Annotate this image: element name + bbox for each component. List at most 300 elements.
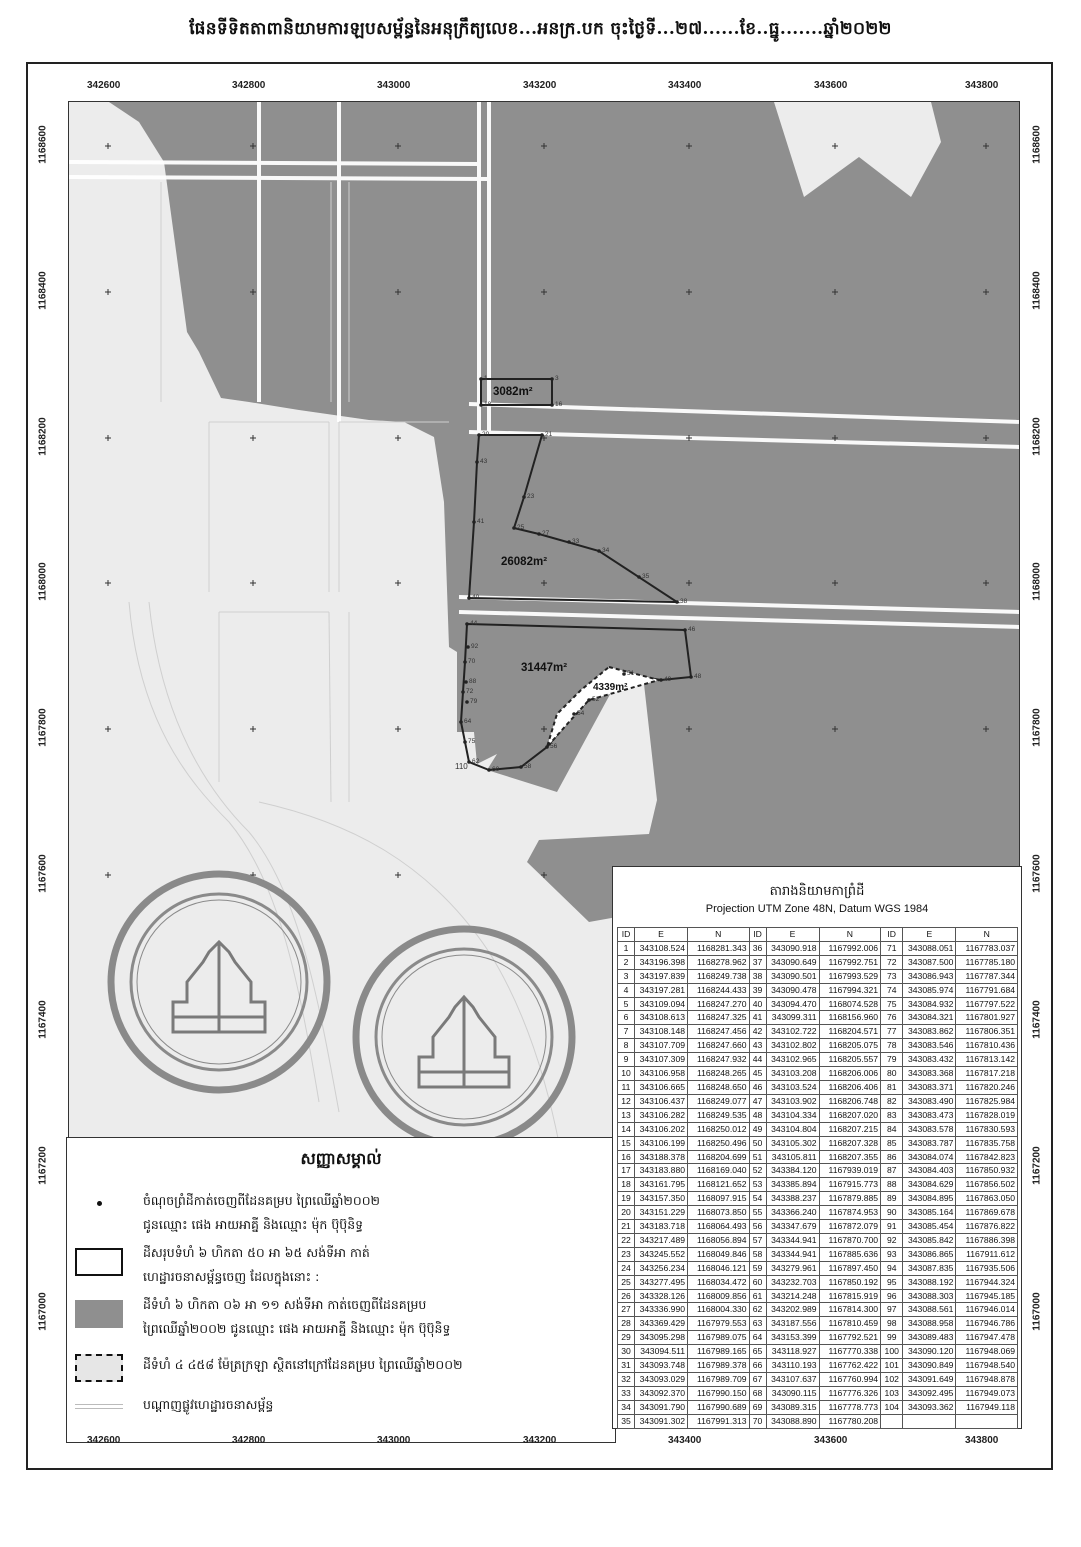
coordinate-table-cell: 343151.229 xyxy=(634,1206,687,1220)
coordinate-table-cell: 1167801.927 xyxy=(956,1011,1018,1025)
coordinate-table-cell: 25 xyxy=(618,1275,635,1289)
coordinate-table-cell: 343083.490 xyxy=(903,1094,956,1108)
coordinate-table-cell: 1167770.338 xyxy=(819,1345,881,1359)
coordinate-table-cell: 87 xyxy=(881,1164,903,1178)
coordinate-table-cell: 1168278.962 xyxy=(688,955,750,969)
coordinate-table-cell: 42 xyxy=(749,1025,766,1039)
coordinate-table-cell: 1167830.593 xyxy=(956,1122,1018,1136)
coordinate-table-cell: 83 xyxy=(881,1108,903,1122)
coordinate-table-cell: 53 xyxy=(749,1178,766,1192)
boundary-point xyxy=(522,495,526,499)
coordinate-table-row xyxy=(618,1080,1018,1094)
coordinate-table-header-cell: E xyxy=(903,928,956,942)
coordinate-table-cell: 1167989.075 xyxy=(688,1331,750,1345)
coordinate-table-cell: 343232.703 xyxy=(766,1275,819,1289)
coordinate-table-cell: 94 xyxy=(881,1261,903,1275)
coordinate-table-cell: 1167879.885 xyxy=(819,1192,881,1206)
coordinate-table-cell: 343084.321 xyxy=(903,1011,956,1025)
coordinate-table-cell: 343105.811 xyxy=(766,1150,819,1164)
coordinate-table-cell: 23 xyxy=(618,1247,635,1261)
coordinate-table-row xyxy=(618,1359,1018,1373)
point-label: 79 xyxy=(470,698,478,705)
coordinate-table-cell: 343092.495 xyxy=(903,1386,956,1400)
coordinate-table-cell: 44 xyxy=(749,1053,766,1067)
coordinate-table-cell: 75 xyxy=(881,997,903,1011)
coordinate-table-cell: 343388.237 xyxy=(766,1192,819,1206)
coordinate-table-row xyxy=(618,1303,1018,1317)
point-label: 58 xyxy=(524,763,532,770)
coordinate-table-cell: 12 xyxy=(618,1094,635,1108)
coordinate-table-cell: 343366.240 xyxy=(766,1206,819,1220)
coordinate-table-cell: 343094.470 xyxy=(766,997,819,1011)
coordinate-table-cell: 343108.524 xyxy=(634,941,687,955)
coordinate-table-cell: 45 xyxy=(749,1067,766,1081)
point-label: 60 xyxy=(492,766,500,773)
coordinate-table-cell: 62 xyxy=(749,1303,766,1317)
coordinate-table-cell: 43 xyxy=(749,1039,766,1053)
coordinate-table-row xyxy=(618,1150,1018,1164)
coordinate-table-cell: 343083.578 xyxy=(903,1122,956,1136)
y-tick-label: 1167400 xyxy=(37,1000,49,1039)
coordinate-table-cell: 343277.495 xyxy=(634,1275,687,1289)
coordinate-table-cell: 46 xyxy=(749,1080,766,1094)
coordinate-table-cell: 1167991.313 xyxy=(688,1414,750,1428)
point-label: 34 xyxy=(602,547,610,554)
coordinate-table-row xyxy=(618,969,1018,983)
boundary-point xyxy=(540,433,544,437)
x-tick-label: 342600 xyxy=(87,80,121,91)
coordinate-table-cell: 343083.371 xyxy=(903,1080,956,1094)
coordinate-table-row xyxy=(618,1122,1018,1136)
point-label-110: 110 xyxy=(455,762,468,771)
coordinate-table-row xyxy=(618,1275,1018,1289)
coordinate-table-row xyxy=(618,1400,1018,1414)
coordinate-table-cell: 58 xyxy=(749,1247,766,1261)
point-label: 1 xyxy=(484,375,488,382)
boundary-point xyxy=(461,690,465,694)
coordinate-table-cell: 343245.552 xyxy=(634,1247,687,1261)
boundary-point xyxy=(475,460,479,464)
coordinate-table-cell: 1168249.738 xyxy=(688,969,750,983)
boundary-point xyxy=(597,549,601,553)
legend-text: បណ្ដាញផ្លូវហេដ្ឋារចនាសម្ព័ន្ធ xyxy=(143,1397,274,1412)
coordinate-table-header-cell: E xyxy=(766,928,819,942)
coordinate-table-cell: 60 xyxy=(749,1275,766,1289)
coordinate-table-cell: 1167990.689 xyxy=(688,1400,750,1414)
coordinate-table-row xyxy=(618,1164,1018,1178)
coordinate-table-cell: 343089.483 xyxy=(903,1331,956,1345)
coordinate-table-cell: 343083.862 xyxy=(903,1025,956,1039)
coordinate-table-cell: 343183.880 xyxy=(634,1164,687,1178)
coordinate-table-cell: 1168064.493 xyxy=(688,1220,750,1234)
point-label: 27 xyxy=(542,530,550,537)
coordinate-table-cell: 1167949.118 xyxy=(956,1400,1018,1414)
coordinate-table-row xyxy=(618,1053,1018,1067)
point-label: 16 xyxy=(555,401,563,408)
coordinate-table-cell: 1167947.478 xyxy=(956,1331,1018,1345)
legend-text: ព្រៃឈើឆ្នាំ២០០២ ជូនឈ្មោះ ផេង អាយអាគ្នី និងឈ្មោះ ម៉ុក ប៊ុប៊ុនិទ្ធ xyxy=(143,1321,451,1336)
coordinate-table-cell: 343084.403 xyxy=(903,1164,956,1178)
y-tick-label: 1168000 xyxy=(1031,562,1043,601)
coordinate-table-cell: 1167979.553 xyxy=(688,1317,750,1331)
coordinate-table-cell: 343088.192 xyxy=(903,1275,956,1289)
coordinate-table-cell: 343347.679 xyxy=(766,1220,819,1234)
coordinate-table-row xyxy=(618,997,1018,1011)
coordinate-table-cell: 343106.665 xyxy=(634,1080,687,1094)
y-tick-label: 1168600 xyxy=(1031,125,1043,164)
y-tick-label: 1167200 xyxy=(37,1146,49,1185)
coordinate-table-cell: 343106.202 xyxy=(634,1122,687,1136)
coordinate-table-cell: 80 xyxy=(881,1067,903,1081)
coordinate-table-cell: 343106.958 xyxy=(634,1067,687,1081)
coordinate-table-header-cell: N xyxy=(956,928,1018,942)
coordinate-table-cell: 1167815.919 xyxy=(819,1289,881,1303)
coordinate-table-cell: 343344.941 xyxy=(766,1233,819,1247)
coordinate-table-cell: 70 xyxy=(749,1414,766,1428)
area-label-lower: 31447m² xyxy=(521,662,568,674)
legend-text: ដីសរុបទំហំ ៦ ហិកតា ៥០ អា ៦៥ សង់ទីអា កាត់ xyxy=(143,1245,370,1260)
coordinate-table-cell: 1167994.321 xyxy=(819,983,881,997)
coordinate-table-cell: 1168204.699 xyxy=(688,1150,750,1164)
coordinate-table-cell: 1168046.121 xyxy=(688,1261,750,1275)
coordinate-table-cell: 343336.990 xyxy=(634,1303,687,1317)
coordinate-table-cell: 1168073.850 xyxy=(688,1206,750,1220)
coordinate-table-cell: 343106.437 xyxy=(634,1094,687,1108)
coordinate-table-cell: 18 xyxy=(618,1178,635,1192)
point-label: 35 xyxy=(642,573,650,580)
coordinate-table-cell: 64 xyxy=(749,1331,766,1345)
coordinate-table-cell: 1167946.014 xyxy=(956,1303,1018,1317)
coordinate-table-cell: 343083.546 xyxy=(903,1039,956,1053)
boundary-point xyxy=(463,740,467,744)
point-label: 40 xyxy=(472,594,480,601)
coordinate-table-cell: 343328.126 xyxy=(634,1289,687,1303)
coordinate-table-cell: 1168056.894 xyxy=(688,1233,750,1247)
coordinate-table-cell: 30 xyxy=(618,1345,635,1359)
coordinate-table-cell: 1167915.773 xyxy=(819,1178,881,1192)
coordinate-table-cell: 17 xyxy=(618,1164,635,1178)
boundary-point xyxy=(487,768,491,772)
boundary-point xyxy=(567,540,571,544)
coordinate-table-cell: 343094.511 xyxy=(634,1345,687,1359)
coordinate-table-cell: 1167791.684 xyxy=(956,983,1018,997)
boundary-point xyxy=(550,377,554,381)
coordinate-table-cell: 1168250.012 xyxy=(688,1122,750,1136)
point-label: 70 xyxy=(468,658,476,665)
boundary-point-icon xyxy=(75,1192,123,1216)
y-tick-label: 1167800 xyxy=(1031,708,1043,747)
coordinate-table-cell: 1167792.521 xyxy=(819,1331,881,1345)
coordinate-table-cell: 1168074.528 xyxy=(819,997,881,1011)
coordinate-table-row xyxy=(618,1386,1018,1400)
coordinate-table-cell: 1168247.325 xyxy=(688,1011,750,1025)
coordinate-table-cell: 1167948.540 xyxy=(956,1359,1018,1373)
coordinate-table-cell: 343093.748 xyxy=(634,1359,687,1373)
point-label: 3 xyxy=(555,375,559,382)
coordinate-table-cell: 343103.524 xyxy=(766,1080,819,1094)
y-tick-label: 1168000 xyxy=(37,562,49,601)
coordinate-table-cell: 343161.795 xyxy=(634,1178,687,1192)
coordinate-table-cell: 1167911.612 xyxy=(956,1247,1018,1261)
coordinate-table-cell: 56 xyxy=(749,1220,766,1234)
x-tick-label: 343000 xyxy=(377,80,411,91)
y-tick-label: 1168400 xyxy=(1031,271,1043,310)
coordinate-table-cell: 39 xyxy=(749,983,766,997)
y-tick-label: 1167200 xyxy=(1031,1146,1043,1185)
coordinate-table-row xyxy=(618,1220,1018,1234)
coordinate-table-cell: 1168248.265 xyxy=(688,1067,750,1081)
coordinate-table-cell: 343092.370 xyxy=(634,1386,687,1400)
coordinate-table-cell: 343095.298 xyxy=(634,1331,687,1345)
coordinate-table-cell: 55 xyxy=(749,1206,766,1220)
coordinate-table-cell: 343091.302 xyxy=(634,1414,687,1428)
coordinate-table-cell xyxy=(881,1414,903,1428)
coordinate-table-cell: 343197.281 xyxy=(634,983,687,997)
coordinate-table-cell: 1168249.535 xyxy=(688,1108,750,1122)
boundary-point xyxy=(689,675,693,679)
boundary-point xyxy=(465,700,469,704)
coordinate-table-cell: 29 xyxy=(618,1331,635,1345)
coordinate-table-cell: 1167992.751 xyxy=(819,955,881,969)
coordinate-table-cell: 343183.718 xyxy=(634,1220,687,1234)
boundary-point xyxy=(545,745,549,749)
coordinate-table-cell: 343088.890 xyxy=(766,1414,819,1428)
coordinate-table-cell: 84 xyxy=(881,1122,903,1136)
coordinate-table-cell: 343102.965 xyxy=(766,1053,819,1067)
x-tick-label: 343800 xyxy=(965,1435,999,1446)
coordinate-table-cell: 343188.378 xyxy=(634,1150,687,1164)
boundary-point xyxy=(465,622,469,626)
coordinate-table-cell: 1168247.270 xyxy=(688,997,750,1011)
coordinate-table-cell: 343085.164 xyxy=(903,1206,956,1220)
coordinate-table-cell: 343106.199 xyxy=(634,1136,687,1150)
coordinate-table-cell: 1167856.502 xyxy=(956,1178,1018,1192)
coordinate-table-cell: 1167814.300 xyxy=(819,1303,881,1317)
coordinate-table-cell: 1167870.700 xyxy=(819,1233,881,1247)
y-tick-label: 1167000 xyxy=(37,1292,49,1331)
coordinate-table-cell: 1168248.650 xyxy=(688,1080,750,1094)
coordinate-table-cell: 72 xyxy=(881,955,903,969)
coordinate-table-cell: 50 xyxy=(749,1136,766,1150)
coordinate-table-row xyxy=(618,1233,1018,1247)
coordinate-table-header-cell: ID xyxy=(749,928,766,942)
point-label: 33 xyxy=(572,538,580,545)
boundary-point xyxy=(467,596,471,600)
coordinate-table-cell: 98 xyxy=(881,1317,903,1331)
point-label: 64 xyxy=(464,718,472,725)
coordinate-table-cell: 343153.399 xyxy=(766,1331,819,1345)
coordinate-table-cell: 343102.722 xyxy=(766,1025,819,1039)
coordinate-table-cell: 1167989.378 xyxy=(688,1359,750,1373)
coordinate-table-cell: 93 xyxy=(881,1247,903,1261)
boundary-point xyxy=(572,712,576,716)
coordinate-table-cell: 343084.629 xyxy=(903,1178,956,1192)
coordinate-table-cell: 1168247.456 xyxy=(688,1025,750,1039)
coordinate-table-cell: 1168049.846 xyxy=(688,1247,750,1261)
coordinate-table-row xyxy=(618,1178,1018,1192)
x-tick-label: 342800 xyxy=(232,1435,266,1446)
boundary-point xyxy=(464,680,468,684)
coordinate-table-cell: 343109.094 xyxy=(634,997,687,1011)
coordinate-table-cell: 97 xyxy=(881,1303,903,1317)
point-label: 43 xyxy=(480,458,488,465)
coordinate-table-cell: 343084.895 xyxy=(903,1192,956,1206)
coordinate-table-cell: 5 xyxy=(618,997,635,1011)
coordinate-table-cell: 35 xyxy=(618,1414,635,1428)
coordinate-table-subtitle: Projection UTM Zone 48N, Datum WGS 1984 xyxy=(705,903,929,915)
coordinate-table-cell: 343083.368 xyxy=(903,1067,956,1081)
coordinate-table-cell: 1168206.406 xyxy=(819,1080,881,1094)
boundary-point xyxy=(477,433,481,437)
coordinate-table-row xyxy=(618,941,1018,955)
coordinate-table-cell: 343083.473 xyxy=(903,1108,956,1122)
coordinate-table-cell: 1167778.773 xyxy=(819,1400,881,1414)
coordinate-table-cell: 343087.835 xyxy=(903,1261,956,1275)
coordinate-table-cell: 343090.478 xyxy=(766,983,819,997)
coordinate-table-cell: 1168281.343 xyxy=(688,941,750,955)
area-label-top: 3082m² xyxy=(493,386,533,398)
coordinate-table-cell: 4 xyxy=(618,983,635,997)
seal-left xyxy=(111,874,327,1090)
coordinate-table-cell: 89 xyxy=(881,1192,903,1206)
coordinate-table-header-cell: N xyxy=(688,928,750,942)
coordinate-table-cell: 343093.029 xyxy=(634,1373,687,1387)
coordinate-table-header-cell: E xyxy=(634,928,687,942)
coordinate-table-cell xyxy=(956,1414,1018,1428)
coordinate-table-cell: 81 xyxy=(881,1080,903,1094)
coordinate-table-cell: 78 xyxy=(881,1039,903,1053)
coordinate-table-cell: 1167810.459 xyxy=(819,1317,881,1331)
y-tick-label: 1167400 xyxy=(1031,1000,1043,1039)
coordinate-table-cell: 10 xyxy=(618,1067,635,1081)
coordinate-table-cell: 343090.649 xyxy=(766,955,819,969)
coordinate-table-cell: 343108.613 xyxy=(634,1011,687,1025)
coordinate-table-cell: 1168207.328 xyxy=(819,1136,881,1150)
coordinate-table-cell: 343088.561 xyxy=(903,1303,956,1317)
coordinate-table-cell: 11 xyxy=(618,1080,635,1094)
road-line-icon xyxy=(75,1396,123,1420)
coordinate-table-cell: 77 xyxy=(881,1025,903,1039)
coordinate-table-cell: 343103.902 xyxy=(766,1094,819,1108)
boundary-point xyxy=(519,765,523,769)
coordinate-table-cell: 79 xyxy=(881,1053,903,1067)
point-label: 38 xyxy=(680,598,688,605)
coordinate-table-cell: 1168247.932 xyxy=(688,1053,750,1067)
coordinate-table-cell: 343090.849 xyxy=(903,1359,956,1373)
legend-text: ហេដ្ឋារចនាសម្ព័ន្ធចេញ ដែលក្នុងនោះ : xyxy=(143,1269,320,1284)
coordinate-table-cell: 343102.802 xyxy=(766,1039,819,1053)
x-tick-label: 343600 xyxy=(814,80,848,91)
point-label: 52 xyxy=(592,696,600,703)
boundary-point xyxy=(459,720,463,724)
coordinate-table-cell: 1167863.050 xyxy=(956,1192,1018,1206)
coordinate-table-cell: 1167944.324 xyxy=(956,1275,1018,1289)
coordinate-table-cell: 52 xyxy=(749,1164,766,1178)
coordinate-table-cell: 1168205.557 xyxy=(819,1053,881,1067)
point-label: 46 xyxy=(688,626,696,633)
coordinate-table-cell: 1168207.355 xyxy=(819,1150,881,1164)
boundary-point xyxy=(637,575,641,579)
coordinate-table-cell: 61 xyxy=(749,1289,766,1303)
coordinate-table-cell: 343103.208 xyxy=(766,1067,819,1081)
point-label: 54 xyxy=(577,710,585,717)
coordinate-table-cell: 343196.398 xyxy=(634,955,687,969)
coordinate-table-cell: 69 xyxy=(749,1400,766,1414)
coordinate-table-cell: 343087.500 xyxy=(903,955,956,969)
coordinate-table-cell: 1168207.215 xyxy=(819,1122,881,1136)
coordinate-table-cell: 1167869.678 xyxy=(956,1206,1018,1220)
coordinate-table-cell: 1167787.344 xyxy=(956,969,1018,983)
coordinate-table-cell: 1167990.150 xyxy=(688,1386,750,1400)
outline-box-icon xyxy=(75,1248,123,1276)
coordinate-table-cell: 33 xyxy=(618,1386,635,1400)
boundary-point xyxy=(512,526,516,530)
point-label: 20 xyxy=(482,431,490,438)
coordinate-table-cell: 343083.432 xyxy=(903,1053,956,1067)
x-tick-label: 343200 xyxy=(523,80,557,91)
coordinate-table-cell: 343214.248 xyxy=(766,1289,819,1303)
coordinate-table-cell: 59 xyxy=(749,1261,766,1275)
coordinate-table-cell: 1167820.246 xyxy=(956,1080,1018,1094)
y-tick-label: 1167600 xyxy=(37,854,49,893)
coordinate-table-cell: 1167783.037 xyxy=(956,941,1018,955)
coordinate-table-cell: 343090.501 xyxy=(766,969,819,983)
coordinate-table-cell: 1168097.915 xyxy=(688,1192,750,1206)
coordinate-table-cell: 1168156.960 xyxy=(819,1011,881,1025)
coordinate-table-cell: 1168004.330 xyxy=(688,1303,750,1317)
coordinate-table-cell: 343084.074 xyxy=(903,1150,956,1164)
coordinate-table-panel xyxy=(612,866,1022,1429)
coordinate-table-cell: 343110.193 xyxy=(766,1359,819,1373)
coordinate-table-cell: 1167810.436 xyxy=(956,1039,1018,1053)
coordinate-table-cell xyxy=(903,1414,956,1428)
coordinate-table-cell: 1168034.472 xyxy=(688,1275,750,1289)
coordinate-table-cell: 1168249.077 xyxy=(688,1094,750,1108)
coordinate-table-cell: 1167874.953 xyxy=(819,1206,881,1220)
y-tick-label: 1167000 xyxy=(1031,1292,1043,1331)
coordinate-table-cell: 2 xyxy=(618,955,635,969)
coordinate-table-cell: 343118.927 xyxy=(766,1345,819,1359)
coordinate-table-cell: 15 xyxy=(618,1136,635,1150)
coordinate-table-cell: 1167992.006 xyxy=(819,941,881,955)
coordinate-table-header xyxy=(618,928,1018,942)
coordinate-table-cell: 63 xyxy=(749,1317,766,1331)
coordinate-table-cell: 21 xyxy=(618,1220,635,1234)
map-title: ផែនទីទិតតាពានិយាមការឡបសម្ព័ន្ធនៃអនុក្រឹត្យលេខ...អនក្រ.បក ចុះថ្ងៃទី...២៧......ខែ..ធ្នូ.......ឆ្នាំ២០២២ xyxy=(189,19,892,39)
y-tick-label: 1167600 xyxy=(1031,854,1043,893)
coordinate-table-cell: 343084.932 xyxy=(903,997,956,1011)
coordinate-table-cell: 68 xyxy=(749,1386,766,1400)
coordinate-table-cell: 38 xyxy=(749,969,766,983)
coordinate-table-cell: 1167762.422 xyxy=(819,1359,881,1373)
coordinate-table-row xyxy=(618,1136,1018,1150)
coordinate-table-cell: 1167949.073 xyxy=(956,1386,1018,1400)
legend-title: សញ្ញាសម្គាល់ xyxy=(300,1149,382,1168)
coordinate-table-row xyxy=(618,955,1018,969)
coordinate-table-cell: 26 xyxy=(618,1289,635,1303)
coordinate-table-cell: 1167945.185 xyxy=(956,1289,1018,1303)
coordinate-table-cell: 8 xyxy=(618,1039,635,1053)
coordinate-table-cell: 1167813.142 xyxy=(956,1053,1018,1067)
coordinate-table-row xyxy=(618,1373,1018,1387)
coordinate-table-header-cell: ID xyxy=(618,928,635,942)
coordinate-table-cell: 343256.234 xyxy=(634,1261,687,1275)
coordinate-table-row xyxy=(618,1289,1018,1303)
coordinate-table-cell: 90 xyxy=(881,1206,903,1220)
point-label: 23 xyxy=(527,493,535,500)
coordinate-table-cell: 1168207.020 xyxy=(819,1108,881,1122)
coordinate-table-cell: 95 xyxy=(881,1275,903,1289)
